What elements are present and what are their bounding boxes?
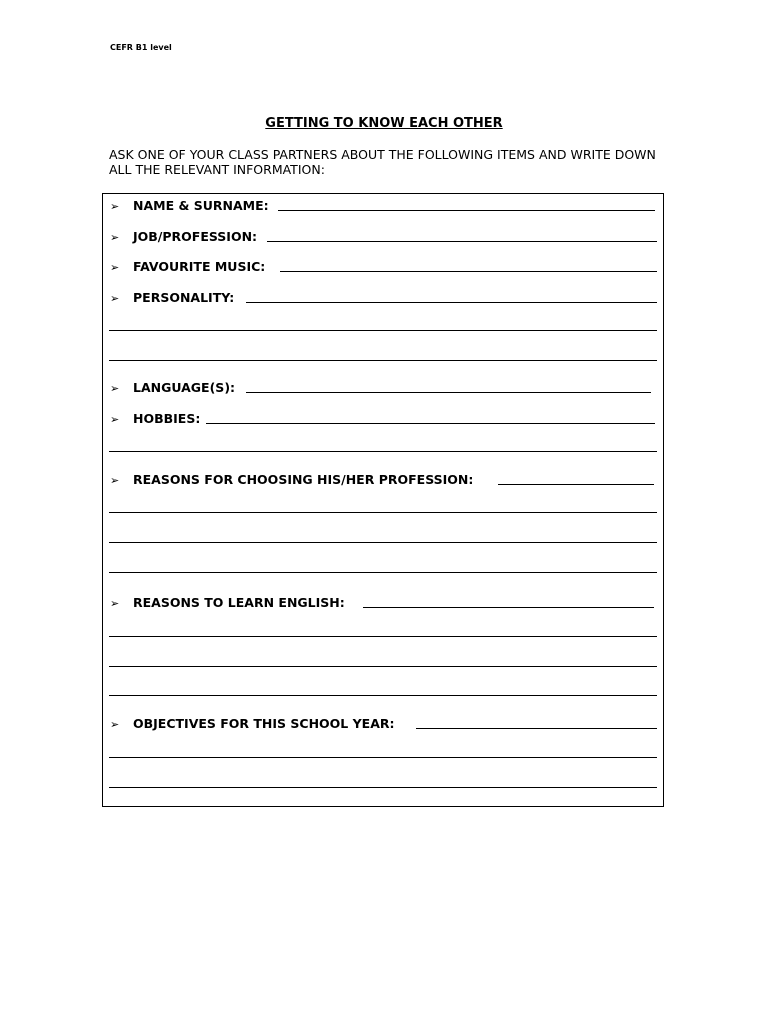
- bullet-icon: ➢: [110, 718, 120, 731]
- reasons-profession-label: REASONS FOR CHOOSING HIS/HER PROFESSION:: [133, 472, 474, 487]
- field-objectives: [103, 712, 663, 732]
- music-answer-line[interactable]: [280, 271, 657, 272]
- bullet-icon: ➢: [110, 261, 120, 274]
- reasons-profession-answer-line[interactable]: [498, 484, 654, 485]
- name-label: NAME & SURNAME:: [133, 198, 269, 213]
- reasons-english-label: REASONS TO LEARN ENGLISH:: [133, 595, 345, 610]
- reasons-english-extra-line[interactable]: [109, 695, 657, 696]
- music-label: FAVOURITE MUSIC:: [133, 259, 266, 274]
- job-label: JOB/PROFESSION:: [133, 229, 258, 244]
- field-reasons-english: [103, 591, 663, 611]
- objectives-answer-line[interactable]: [416, 728, 657, 729]
- bullet-icon: ➢: [110, 292, 120, 305]
- bullet-icon: ➢: [110, 231, 120, 244]
- instructions-text: ASK ONE OF YOUR CLASS PARTNERS ABOUT THE FOLLOWING ITEMS AND WRITE DOWN ALL THE RELEVANT INFORMATION:: [109, 147, 656, 177]
- field-languages: [103, 376, 663, 396]
- field-reasons-profession: [103, 468, 663, 488]
- worksheet-title: GETTING TO KNOW EACH OTHER: [265, 116, 503, 131]
- reasons-profession-extra-line[interactable]: [109, 572, 657, 573]
- personality-answer-line[interactable]: [246, 302, 657, 303]
- hobbies-extra-line[interactable]: [109, 451, 657, 452]
- languages-label: LANGUAGE(S):: [133, 380, 236, 395]
- bullet-icon: ➢: [110, 413, 120, 426]
- reasons-profession-extra-line[interactable]: [109, 542, 657, 543]
- bullet-icon: ➢: [110, 474, 120, 487]
- objectives-extra-line[interactable]: [109, 787, 657, 788]
- reasons-english-extra-line[interactable]: [109, 636, 657, 637]
- field-personality: [103, 286, 663, 306]
- languages-answer-line[interactable]: [246, 392, 651, 393]
- bullet-icon: ➢: [110, 382, 120, 395]
- field-hobbies: [103, 407, 663, 427]
- level-label: CEFR B1 level: [110, 43, 172, 52]
- personality-label: PERSONALITY:: [133, 290, 235, 305]
- reasons-english-extra-line[interactable]: [109, 666, 657, 667]
- bullet-icon: ➢: [110, 200, 120, 213]
- name-answer-line[interactable]: [278, 210, 655, 211]
- bullet-icon: ➢: [110, 597, 120, 610]
- personality-extra-line[interactable]: [109, 330, 657, 331]
- job-answer-line[interactable]: [267, 241, 657, 242]
- form-box: [102, 193, 664, 807]
- hobbies-label: HOBBIES:: [133, 411, 201, 426]
- reasons-profession-extra-line[interactable]: [109, 512, 657, 513]
- hobbies-answer-line[interactable]: [206, 423, 655, 424]
- objectives-label: OBJECTIVES FOR THIS SCHOOL YEAR:: [133, 716, 395, 731]
- field-music: [103, 255, 663, 275]
- field-name: [103, 194, 663, 214]
- field-job: [103, 225, 663, 245]
- objectives-extra-line[interactable]: [109, 757, 657, 758]
- reasons-english-answer-line[interactable]: [363, 607, 654, 608]
- personality-extra-line[interactable]: [109, 360, 657, 361]
